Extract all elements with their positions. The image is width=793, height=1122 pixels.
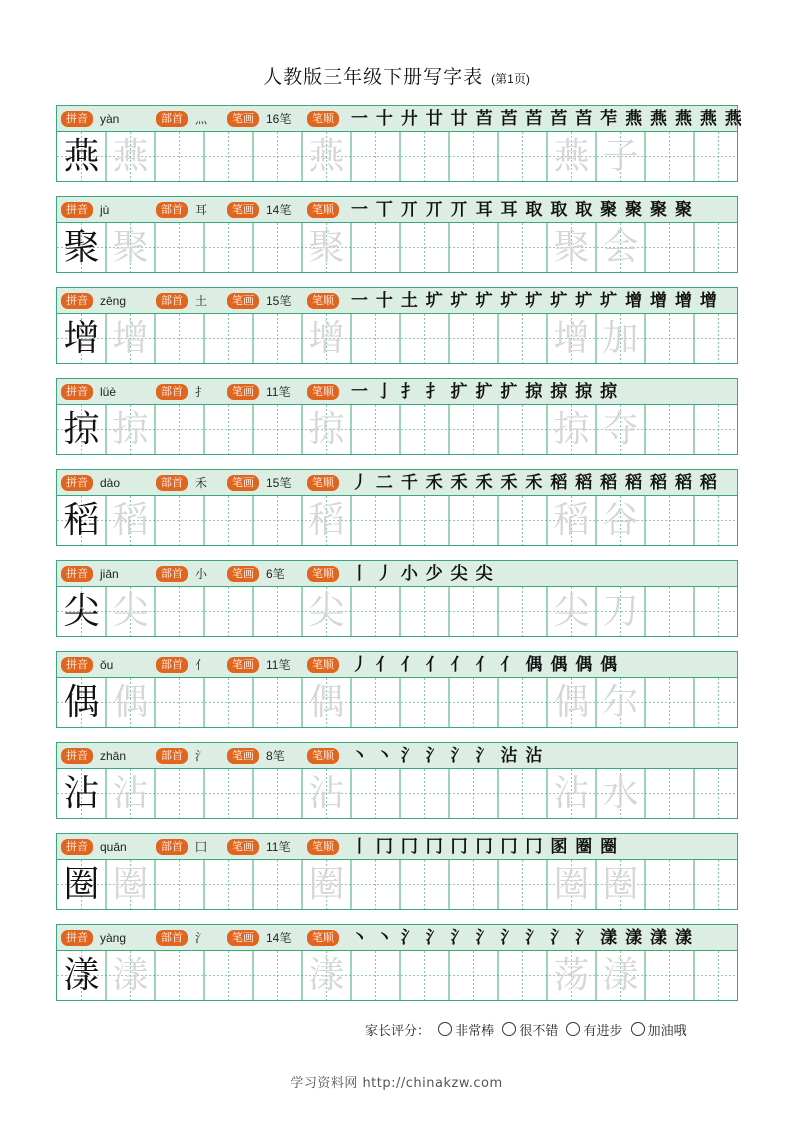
- pinyin-badge: 拼音: [61, 111, 93, 127]
- pinyin-value: yàng: [100, 931, 127, 945]
- stroke-order-badge: 笔顺: [307, 566, 339, 582]
- char-info-bar: [57, 561, 737, 587]
- grid-cell: [596, 496, 645, 545]
- trace-character: 偶: [112, 682, 149, 723]
- pinyin-value: zhān: [100, 749, 127, 763]
- grid-cell: [547, 314, 596, 363]
- model-character: 聚: [63, 227, 100, 268]
- writing-grid: [57, 496, 737, 545]
- radical-value: 亻: [195, 658, 208, 672]
- trace-character: 稻: [308, 500, 345, 541]
- word-trace-character: 水: [602, 773, 639, 814]
- grid-cell: [57, 496, 106, 545]
- stroke-order-sequence: 丶 丶 氵 氵 氵 氵 氵 氵 氵 氵 漾 漾 漾 漾: [351, 928, 693, 948]
- pinyin-badge: 拼音: [61, 202, 93, 218]
- stroke-count-value: 11笔: [266, 840, 291, 854]
- stroke-count-value: 14笔: [266, 203, 292, 217]
- grid-cell: [302, 132, 351, 181]
- word-trace-character: 子: [602, 136, 639, 177]
- stroke-count-value: 14笔: [266, 931, 292, 945]
- writing-grid: [57, 405, 737, 454]
- char-info-bar: [57, 288, 737, 314]
- stroke-count-badge: 笔画: [227, 475, 259, 491]
- stroke-order-sequence: 一 十 土 圹 圹 圹 圹 圹 圹 圹 圹 增 增 增 增: [351, 291, 718, 311]
- trace-character: 聚: [112, 227, 149, 268]
- char-info-bar: [57, 652, 737, 678]
- trace-character: 圈: [112, 864, 149, 905]
- trace-character: 尖: [308, 591, 345, 632]
- trace-character: 圈: [308, 864, 345, 905]
- radical-badge: 部首: [156, 657, 188, 673]
- word-trace-character: 增: [553, 318, 590, 359]
- grid-cell: [596, 132, 645, 181]
- grid-cell: [106, 223, 155, 272]
- stroke-order-badge: 笔顺: [307, 111, 339, 127]
- stroke-count-value: 15笔: [266, 294, 292, 308]
- page-title: [0, 62, 793, 89]
- grid-cell: [106, 314, 155, 363]
- stroke-order-badge: 笔顺: [307, 384, 339, 400]
- stroke-order-badge: 笔顺: [307, 293, 339, 309]
- writing-grid: [57, 587, 737, 636]
- stroke-count-value: 6笔: [266, 567, 285, 581]
- word-trace-character: 偶: [553, 682, 590, 723]
- word-trace-character: 聚: [553, 227, 590, 268]
- radical-value: 扌: [195, 385, 208, 399]
- radical-value: 氵: [195, 749, 208, 763]
- pinyin-badge: 拼音: [61, 475, 93, 491]
- radical-badge: 部首: [156, 202, 188, 218]
- page-number-note: (第1页): [491, 72, 530, 86]
- model-character: 稻: [63, 500, 100, 541]
- rating-label: 家长评分：: [365, 1024, 431, 1039]
- char-block: [56, 833, 738, 910]
- grid-cell: [596, 951, 645, 1000]
- grid-cell: [106, 496, 155, 545]
- stroke-count-badge: 笔画: [227, 748, 259, 764]
- writing-grid: [57, 132, 737, 181]
- stroke-count-value: 11笔: [266, 385, 291, 399]
- char-block: [56, 469, 738, 546]
- grid-cell: [302, 314, 351, 363]
- word-trace-character: 圈: [553, 864, 590, 905]
- char-info-bar: [57, 470, 737, 496]
- trace-character: 偶: [308, 682, 345, 723]
- radical-value: 囗: [195, 840, 208, 854]
- parent-rating: [365, 1020, 687, 1039]
- word-trace-character: 尖: [553, 591, 590, 632]
- model-character: 燕: [63, 136, 100, 177]
- grid-cell: [57, 314, 106, 363]
- char-block: [56, 924, 738, 1001]
- char-block: [56, 287, 738, 364]
- model-character: 偶: [63, 682, 100, 723]
- grid-cell: [547, 860, 596, 909]
- grid-cell: [547, 223, 596, 272]
- rating-option-good[interactable]: 很不错: [502, 1020, 558, 1039]
- grid-cell: [547, 496, 596, 545]
- grid-cell: [547, 678, 596, 727]
- word-trace-character: 荡: [553, 955, 590, 996]
- grid-cell: [57, 132, 106, 181]
- rating-option-improved[interactable]: 有进步: [566, 1020, 622, 1039]
- grid-cell: [596, 223, 645, 272]
- stroke-count-badge: 笔画: [227, 202, 259, 218]
- word-trace-character: 夺: [602, 409, 639, 450]
- word-trace-character: 燕: [553, 136, 590, 177]
- writing-grid: [57, 860, 737, 909]
- trace-character: 聚: [308, 227, 345, 268]
- trace-character: 尖: [112, 591, 149, 632]
- stroke-count-badge: 笔画: [227, 839, 259, 855]
- stroke-order-badge: 笔顺: [307, 930, 339, 946]
- stroke-count-value: 16笔: [266, 112, 292, 126]
- stroke-count-badge: 笔画: [227, 384, 259, 400]
- grid-cell: [547, 951, 596, 1000]
- stroke-order-badge: 笔顺: [307, 202, 339, 218]
- pinyin-value: zēng: [100, 294, 127, 308]
- trace-character: 漾: [112, 955, 149, 996]
- grid-cell: [106, 951, 155, 1000]
- pinyin-badge: 拼音: [61, 384, 93, 400]
- writing-grid: [57, 951, 737, 1000]
- word-trace-character: 漾: [602, 955, 639, 996]
- stroke-count-value: 11笔: [266, 658, 291, 672]
- pinyin-value: quān: [100, 840, 127, 854]
- grid-cell: [106, 678, 155, 727]
- word-trace-character: 谷: [602, 500, 639, 541]
- footer-source: 学习资料网 http://chinakzw.com: [290, 1076, 503, 1091]
- model-character: 尖: [63, 591, 100, 632]
- stroke-count-badge: 笔画: [227, 566, 259, 582]
- grid-cell: [596, 405, 645, 454]
- char-block: [56, 742, 738, 819]
- writing-grid: [57, 223, 737, 272]
- stroke-order-sequence: 丨 丿 小 少 尖 尖: [351, 564, 494, 584]
- grid-cell: [302, 223, 351, 272]
- grid-cell: [596, 587, 645, 636]
- radio-circle-icon[interactable]: [438, 1022, 452, 1036]
- grid-cell: [302, 405, 351, 454]
- stroke-order-badge: 笔顺: [307, 839, 339, 855]
- char-info-bar: [57, 197, 737, 223]
- model-character: 圈: [63, 864, 100, 905]
- char-info-bar: [57, 106, 743, 132]
- pinyin-badge: 拼音: [61, 293, 93, 309]
- grid-cell: [302, 496, 351, 545]
- char-info-bar: [57, 834, 737, 860]
- trace-character: 增: [112, 318, 149, 359]
- grid-cell: [547, 405, 596, 454]
- radio-circle-icon[interactable]: [566, 1022, 580, 1036]
- model-character: 沾: [63, 773, 100, 814]
- trace-character: 漾: [308, 955, 345, 996]
- stroke-order-sequence: 丶 丶 氵 氵 氵 氵 沾 沾: [351, 746, 544, 766]
- grid-cell: [57, 951, 106, 1000]
- title-text: 人教版三年级下册写字表: [263, 66, 484, 88]
- grid-cell: [57, 587, 106, 636]
- radical-value: 耳: [195, 203, 208, 217]
- grid-cell: [547, 587, 596, 636]
- rating-option-excellent[interactable]: 非常棒: [438, 1020, 494, 1039]
- pinyin-badge: 拼音: [61, 839, 93, 855]
- char-info-bar: [57, 379, 737, 405]
- stroke-count-badge: 笔画: [227, 293, 259, 309]
- stroke-count-value: 8笔: [266, 749, 285, 763]
- char-block: [56, 105, 743, 182]
- stroke-order-badge: 笔顺: [307, 748, 339, 764]
- char-block: [56, 560, 738, 637]
- stroke-order-sequence: 一 丅 丌 丌 丌 耳 耳 取 取 取 聚 聚 聚 聚: [351, 200, 693, 220]
- trace-character: 掠: [308, 409, 345, 450]
- word-trace-character: 稻: [553, 500, 590, 541]
- writing-grid: [57, 769, 737, 818]
- grid-cell: [106, 860, 155, 909]
- radio-circle-icon[interactable]: [502, 1022, 516, 1036]
- word-trace-character: 圈: [602, 864, 639, 905]
- grid-cell: [302, 769, 351, 818]
- grid-cell: [106, 132, 155, 181]
- trace-character: 掠: [112, 409, 149, 450]
- stroke-count-badge: 笔画: [227, 657, 259, 673]
- model-character: 掠: [63, 409, 100, 450]
- grid-cell: [596, 678, 645, 727]
- grid-cell: [547, 769, 596, 818]
- trace-character: 稻: [112, 500, 149, 541]
- grid-cell: [596, 860, 645, 909]
- pinyin-badge: 拼音: [61, 657, 93, 673]
- stroke-order-badge: 笔顺: [307, 475, 339, 491]
- pinyin-badge: 拼音: [61, 748, 93, 764]
- grid-cell: [302, 678, 351, 727]
- radio-circle-icon[interactable]: [631, 1022, 645, 1036]
- radical-badge: 部首: [156, 475, 188, 491]
- grid-cell: [302, 587, 351, 636]
- pinyin-value: dào: [100, 476, 121, 490]
- word-trace-character: 刀: [602, 591, 639, 632]
- trace-character: 增: [308, 318, 345, 359]
- word-trace-character: 掠: [553, 409, 590, 450]
- stroke-count-value: 15笔: [266, 476, 292, 490]
- stroke-order-sequence: 丿 亻 亻 亻 亻 亻 亻 偶 偶 偶 偶: [351, 655, 619, 675]
- grid-cell: [106, 587, 155, 636]
- pinyin-badge: 拼音: [61, 566, 93, 582]
- pinyin-badge: 拼音: [61, 930, 93, 946]
- word-trace-character: 尔: [602, 682, 639, 723]
- writing-grid: [57, 678, 737, 727]
- radical-value: 灬: [195, 112, 208, 126]
- trace-character: 燕: [308, 136, 345, 177]
- char-info-bar: [57, 743, 737, 769]
- grid-cell: [596, 314, 645, 363]
- stroke-order-sequence: 丨 冂 冂 冂 冂 冂 冂 冂 圂 圈 圈: [351, 837, 619, 857]
- grid-cell: [57, 860, 106, 909]
- word-trace-character: 沾: [553, 773, 590, 814]
- rating-option-keep-going[interactable]: 加油哦: [631, 1020, 687, 1039]
- char-block: [56, 196, 738, 273]
- char-block: [56, 651, 738, 728]
- stroke-order-badge: 笔顺: [307, 657, 339, 673]
- radical-value: 小: [195, 567, 208, 581]
- trace-character: 沾: [112, 773, 149, 814]
- word-trace-character: 会: [602, 227, 639, 268]
- pinyin-value: lüè: [100, 385, 117, 399]
- pinyin-value: jiān: [100, 567, 119, 581]
- stroke-order-sequence: 一 十 廾 廿 廿 苩 苩 苩 苩 苩 苲 燕 燕 燕 燕 燕: [351, 109, 743, 129]
- radical-value: 禾: [195, 476, 208, 490]
- pinyin-value: jù: [100, 203, 110, 217]
- radical-value: 氵: [195, 931, 208, 945]
- grid-cell: [106, 769, 155, 818]
- grid-cell: [302, 951, 351, 1000]
- radical-badge: 部首: [156, 111, 188, 127]
- grid-cell: [57, 223, 106, 272]
- stroke-count-badge: 笔画: [227, 111, 259, 127]
- grid-cell: [57, 769, 106, 818]
- radical-badge: 部首: [156, 839, 188, 855]
- radical-badge: 部首: [156, 748, 188, 764]
- radical-badge: 部首: [156, 930, 188, 946]
- stroke-count-badge: 笔画: [227, 930, 259, 946]
- word-trace-character: 加: [602, 318, 639, 359]
- radical-badge: 部首: [156, 566, 188, 582]
- trace-character: 燕: [112, 136, 149, 177]
- model-character: 漾: [63, 955, 100, 996]
- radical-badge: 部首: [156, 384, 188, 400]
- writing-grid: [57, 314, 737, 363]
- char-info-bar: [57, 925, 737, 951]
- trace-character: 沾: [308, 773, 345, 814]
- grid-cell: [57, 678, 106, 727]
- radical-value: 土: [195, 294, 208, 308]
- grid-cell: [547, 132, 596, 181]
- grid-cell: [596, 769, 645, 818]
- grid-cell: [106, 405, 155, 454]
- stroke-order-sequence: 丿 二 千 禾 禾 禾 禾 禾 稻 稻 稻 稻 稻 稻 稻: [351, 473, 718, 493]
- pinyin-value: ǒu: [100, 658, 114, 672]
- radical-badge: 部首: [156, 293, 188, 309]
- grid-cell: [57, 405, 106, 454]
- grid-cell: [302, 860, 351, 909]
- char-block: [56, 378, 738, 455]
- model-character: 增: [63, 318, 100, 359]
- stroke-order-sequence: 一 亅 扌 扌 扩 扩 扩 掠 掠 掠 掠: [351, 382, 619, 402]
- pinyin-value: yàn: [100, 112, 120, 126]
